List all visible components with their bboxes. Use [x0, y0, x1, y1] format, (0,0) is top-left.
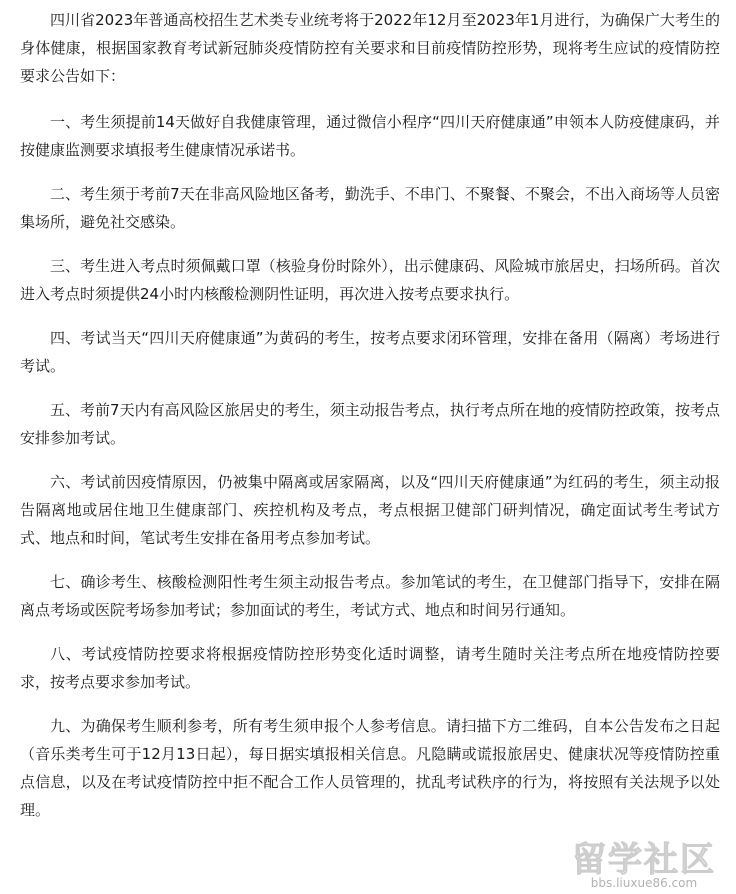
rule-paragraph-1: 一、考生须提前14天做好自我健康管理，通过微信小程序“四川天府健康通”申领本人防疫健康码，并按健康监测要求填报考生健康情况承诺书。 — [20, 113, 720, 159]
site-watermark — [554, 842, 734, 890]
rule-paragraph-4: 四、考试当天“四川天府健康通”为黄码的考生，按考点要求闭环管理，安排在备用（隔离）考场进行考试。 — [20, 329, 720, 375]
rule-paragraph-6: 六、考试前因疫情原因，仍被集中隔离或居家隔离，以及“四川天府健康通”为红码的考生，须主动报告隔离地或居住地卫生健康部门、疾控机构及考点，考点根据卫健部门研判情况，确定面试考生考试方式、地点和时间，笔试考生安排在备用考点参加考试。 — [20, 473, 720, 547]
intro-paragraph: 四川省2023年普通高校招生艺术类专业统考将于2022年12月至2023年1月进行，为确保广大考生的身体健康，根据国家教育考试新冠肺炎疫情防控有关要求和目前疫情防控形势，现将考生应试的疫情防控要求公告如下： — [20, 11, 720, 85]
announcement-document — [20, 6, 720, 840]
rule-paragraph-5: 五、考前7天内有高风险区旅居史的考生，须主动报告考点，执行考点所在地的疫情防控政策，按考点安排参加考试。 — [20, 401, 720, 447]
watermark-url-text: bbs.liuxue86.com — [590, 876, 698, 890]
rule-paragraph-7: 七、确诊考生、核酸检测阳性考生须主动报告考点。参加笔试的考生，在卫健部门指导下，安排在隔离点考场或医院考场参加考试；参加面试的考生，考试方式、地点和时间另行通知。 — [20, 573, 720, 619]
rule-paragraph-8: 八、考试疫情防控要求将根据疫情防控形势变化适时调整，请考生随时关注考点所在地疫情防控要求，按考点要求参加考试。 — [20, 645, 720, 691]
rule-paragraph-9: 九、为确保考生顺利参考，所有考生须申报个人参考信息。请扫描下方二维码，自本公告发布之日起（音乐类考生可于12月13日起），每日据实填报相关信息。凡隐瞒或谎报旅居史、健康状况等疫情防控重点信息，以及在考试疫情防控中拒不配合工作人员管理的，扰乱考试秩序的行为，将按照有关法规予以处理。 — [20, 717, 720, 819]
rule-paragraph-3: 三、考生进入考点时须佩戴口罩（核验身份时除外），出示健康码、风险城市旅居史，扫场所码。首次进入考点时须提供24小时内核酸检测阴性证明，再次进入按考点要求执行。 — [20, 257, 720, 303]
rule-paragraph-2: 二、考生须于考前7天在非高风险地区备考，勤洗手、不串门、不聚餐、不聚会，不出入商场等人员密集场所，避免社交感染。 — [20, 185, 720, 231]
watermark-logo-text: 留学社区 — [572, 840, 716, 880]
